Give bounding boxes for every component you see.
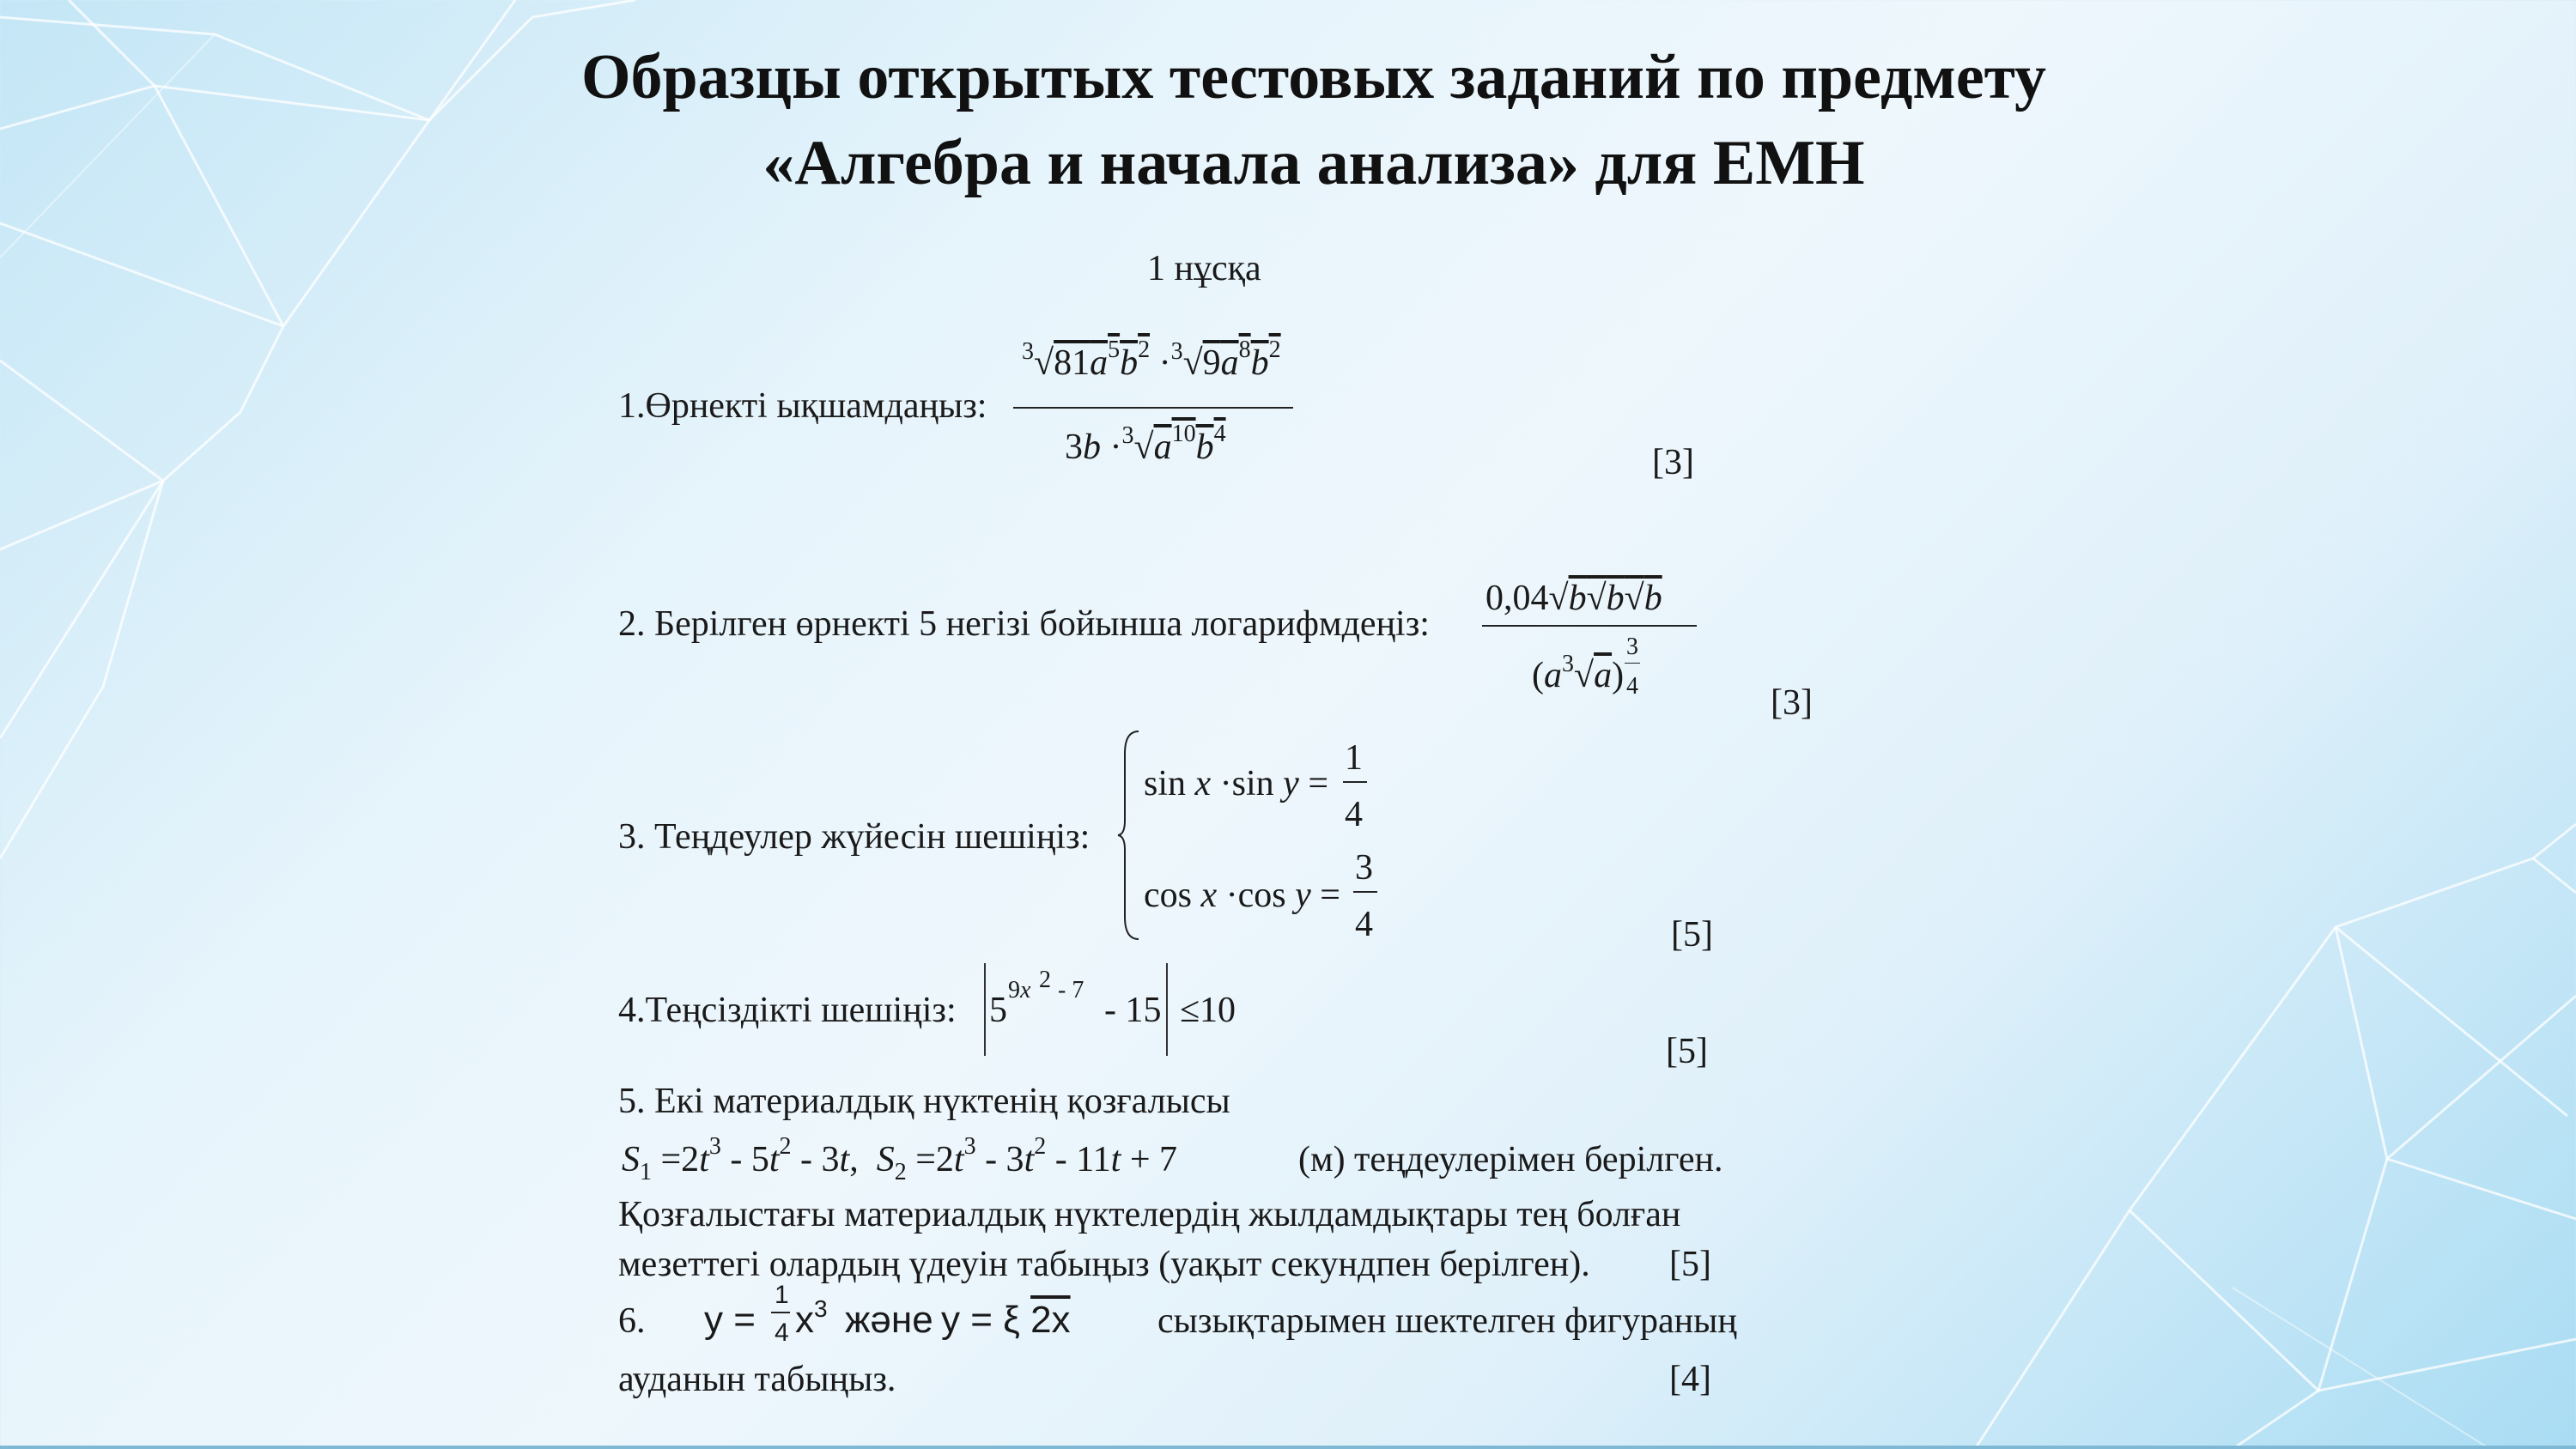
task-3-score: [5] — [1671, 915, 1713, 955]
task-2-label: 2. Берілген өрнекті 5 негізі бойынша логарифмдеңіз: — [618, 604, 1430, 644]
task-2-score: [3] — [1771, 683, 1813, 723]
task-6-score: [4] — [1669, 1360, 1711, 1399]
task-5-line4: мезеттегі олардың үдеуін табыңыз (уақыт секундпен берілген). — [618, 1245, 1590, 1284]
task-5-eq-tail: (м) теңдеулерімен берілген. — [1298, 1140, 1723, 1179]
task-6-text: сызықтарымен шектелген фигураның — [1157, 1301, 1737, 1341]
task-3-label: 3. Теңдеулер жүйесін шешіңіз: — [618, 817, 1091, 857]
task-1-score: [3] — [1652, 443, 1694, 482]
task-6-line2: ауданын табыңыз. — [618, 1360, 896, 1399]
task-6-connector: және — [845, 1299, 933, 1341]
variant-label: 1 нұсқа — [1147, 249, 1261, 288]
task-5-equation: $S_1 =2t^3 - 5t^2 - 3t$, $S_2 =2t^3 - 3t^2 - 11t + 7$ — [622, 1133, 1178, 1185]
task-5-line1: 5. Екі материалдық нүктенің қозғалысы — [618, 1082, 1230, 1121]
task-4-score: [5] — [1666, 1032, 1708, 1071]
task-6-number: 6. — [618, 1301, 646, 1341]
task-4-label: 4.Теңсіздікті шешіңіз: — [618, 991, 957, 1030]
slide-title: Образцы открытых тестовых заданий по предмету «Алгебра и начала анализа» для ЕМН — [580, 42, 2047, 198]
task-1-label: 1.Өрнекті ықшамдаңыз: — [618, 386, 987, 426]
task-5-score: [5] — [1669, 1245, 1711, 1284]
task-5-line3: Қозғалыстағы материалдық нүктелердің жылдамдықтары тең болған — [618, 1195, 1681, 1234]
